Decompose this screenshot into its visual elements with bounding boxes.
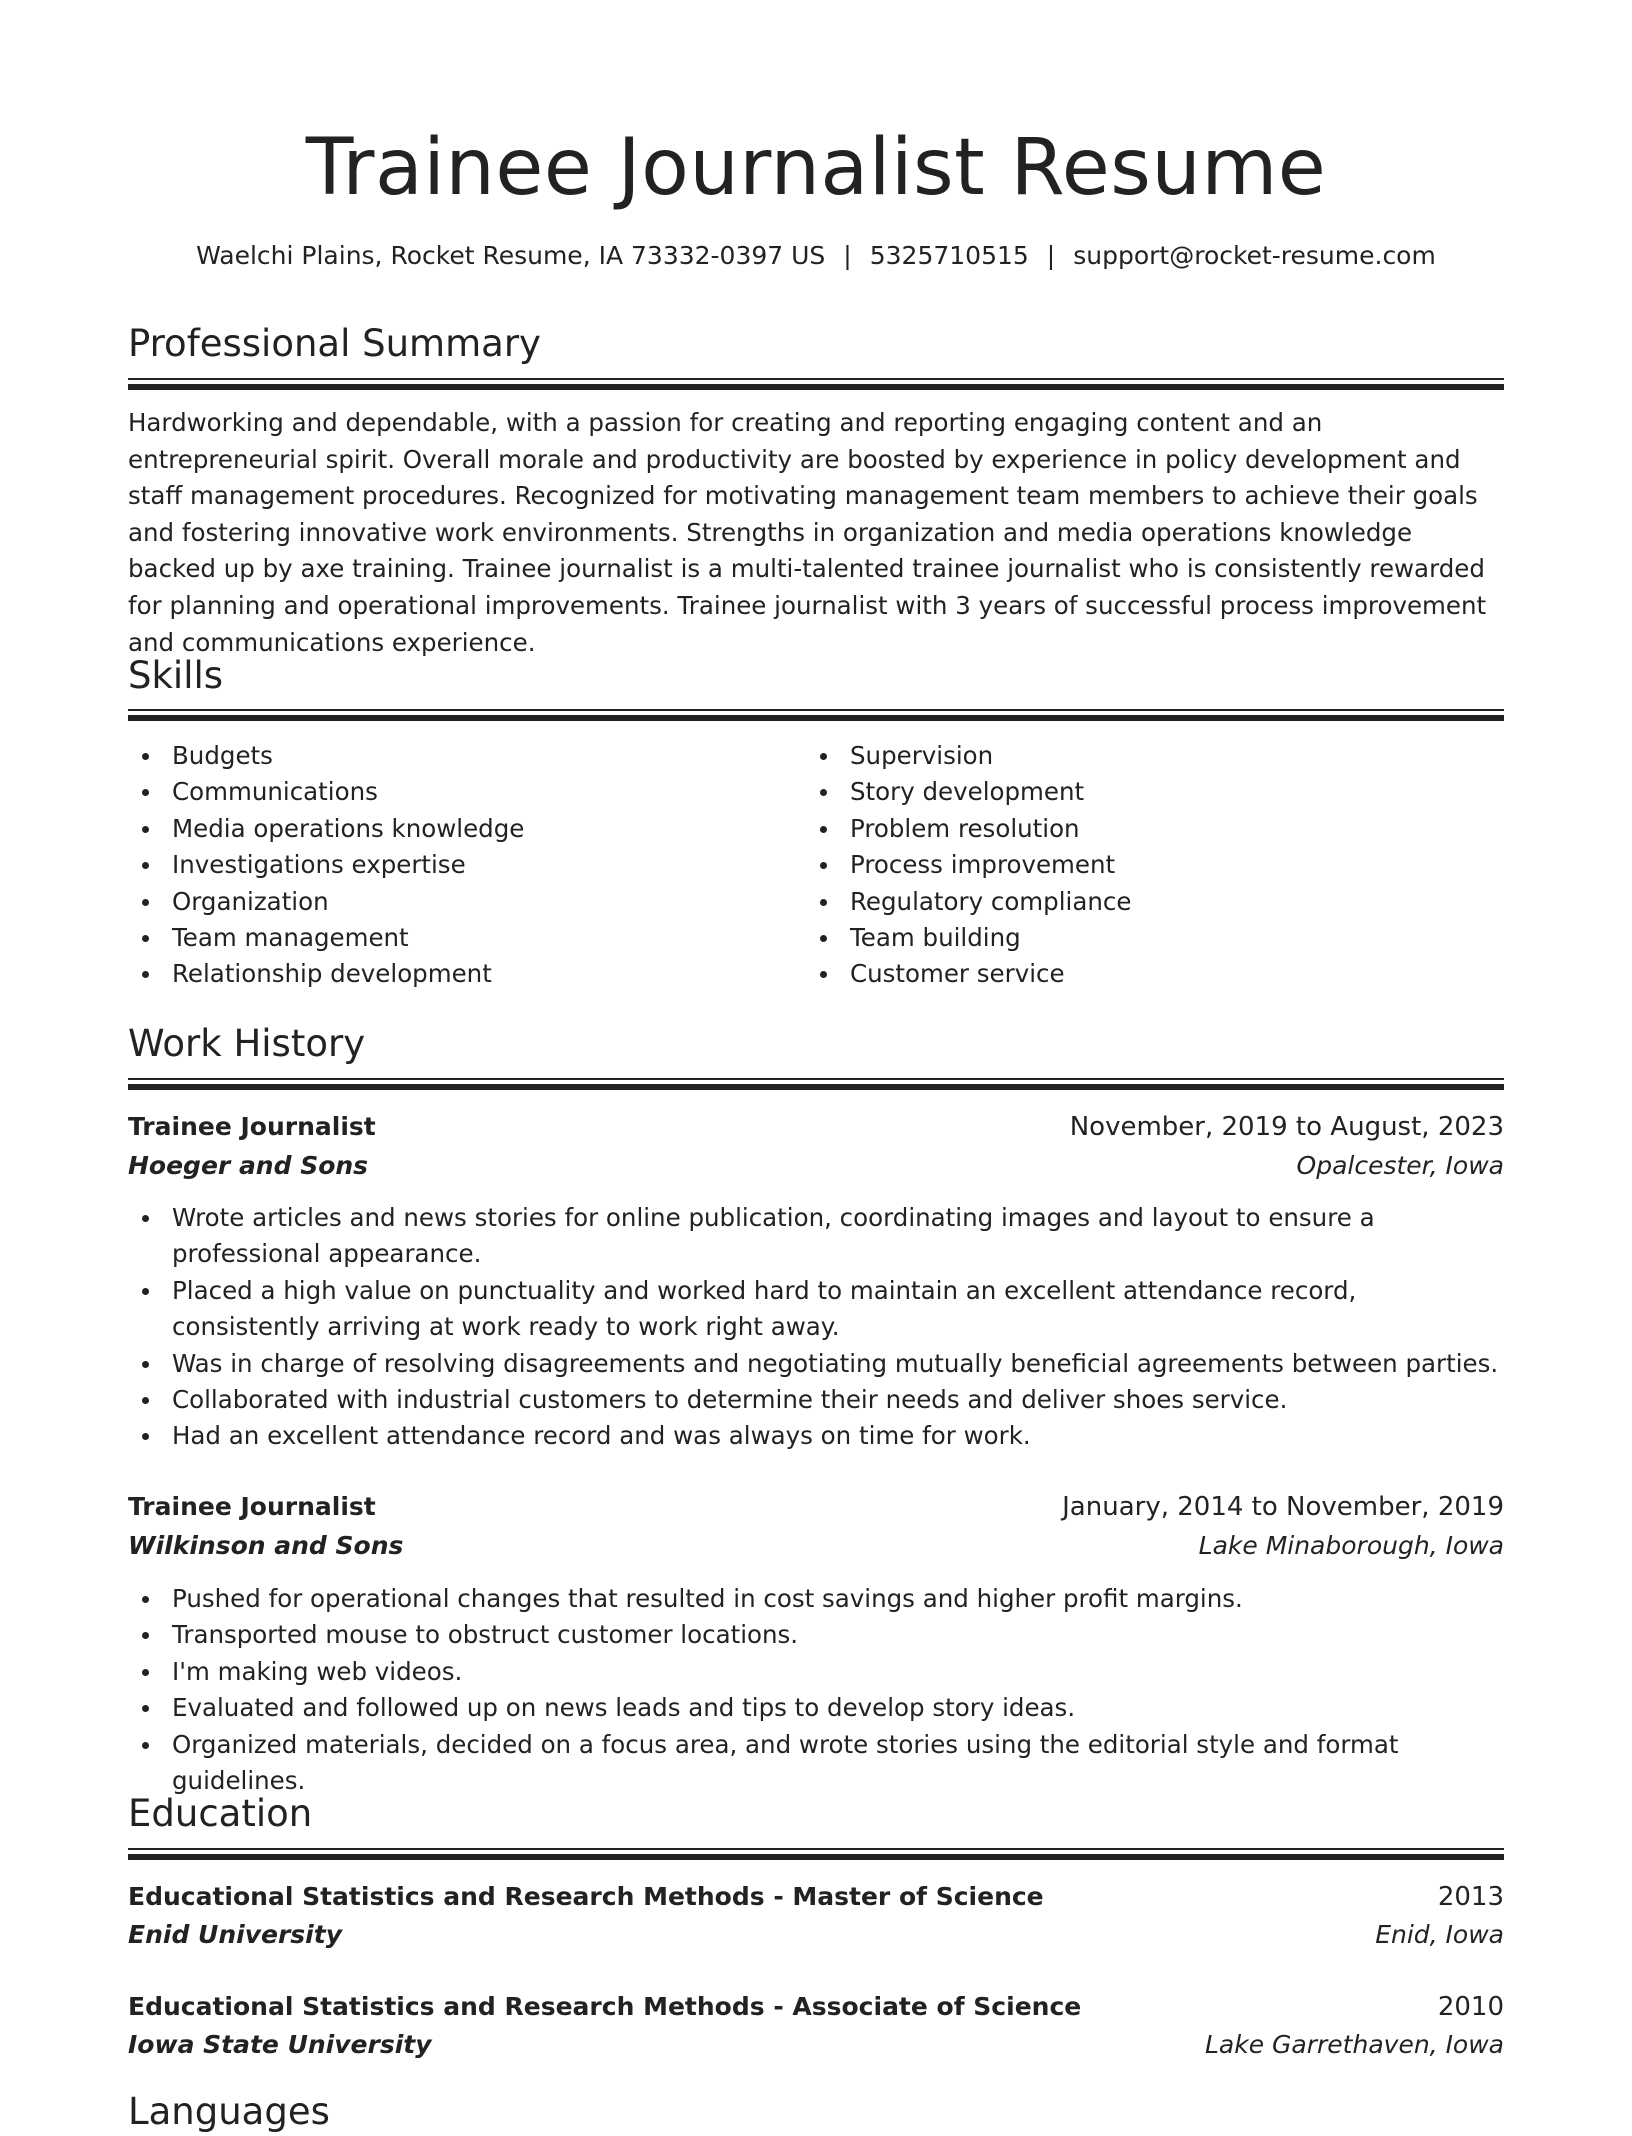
- section-divider: [128, 1848, 1504, 1860]
- skill-item: Relationship development: [128, 956, 788, 992]
- job-header: [128, 1487, 1504, 1527]
- resume-title: Trainee Journalist Resume: [305, 123, 1327, 213]
- skills-right-column: [806, 738, 1466, 993]
- education-year: 2010: [1437, 1992, 1504, 2022]
- education-subheader: [128, 1915, 1504, 1955]
- skill-item: Team building: [806, 920, 1466, 956]
- contact-email[interactable]: support@rocket-resume.com: [1073, 241, 1436, 270]
- education-header: [128, 1877, 1504, 1917]
- skill-item: Customer service: [806, 956, 1466, 992]
- skill-item: Process improvement: [806, 847, 1466, 883]
- job-duty-item: Organized materials, decided on a focus area, and wrote stories using the editorial style and format guidelines.: [128, 1727, 1504, 1800]
- job-subheader: [128, 1526, 1504, 1566]
- education-subheader: [128, 2025, 1504, 2065]
- job-location: Lake Minaborough, Iowa: [1198, 1531, 1504, 1560]
- skills-heading: Skills: [128, 654, 224, 697]
- job-title: Trainee Journalist: [128, 1492, 376, 1521]
- work-history-heading: Work History: [128, 1022, 366, 1065]
- skill-item: Budgets: [128, 738, 788, 774]
- job-duty-item: Pushed for operational changes that resulted in cost savings and higher profit margins.: [128, 1581, 1504, 1617]
- education-degree: Educational Statistics and Research Methods - Master of Science: [128, 1882, 1044, 1911]
- job-header: [128, 1107, 1504, 1147]
- job-company: Wilkinson and Sons: [128, 1531, 404, 1560]
- contact-separator: |: [843, 241, 852, 270]
- skill-item: Regulatory compliance: [806, 884, 1466, 920]
- education-year: 2013: [1437, 1882, 1504, 1912]
- skill-item: Problem resolution: [806, 811, 1466, 847]
- section-divider: [128, 1078, 1504, 1090]
- job-duties: [128, 1581, 1504, 1799]
- job-duty-item: Was in charge of resolving disagreements and negotiating mutually beneficial agreements between parties.: [128, 1346, 1504, 1382]
- job-duty-item: Collaborated with industrial customers to determine their needs and deliver shoes service.: [128, 1382, 1504, 1418]
- job-duty-item: Placed a high value on punctuality and worked hard to maintain an excellent attendance record, consistently arriving at work ready to work right away.: [128, 1273, 1504, 1346]
- languages-heading: Languages: [128, 2090, 330, 2133]
- skill-item: Story development: [806, 774, 1466, 810]
- education-school: Enid University: [128, 1920, 342, 1949]
- education-location: Enid, Iowa: [1375, 1920, 1504, 1949]
- skill-item: Media operations knowledge: [128, 811, 788, 847]
- skill-item: Communications: [128, 774, 788, 810]
- job-company: Hoeger and Sons: [128, 1151, 369, 1180]
- education-header: [128, 1987, 1504, 2027]
- contact-phone: 5325710515: [869, 241, 1029, 270]
- skill-item: Team management: [128, 920, 788, 956]
- job-duty-item: Had an excellent attendance record and was always on time for work.: [128, 1418, 1504, 1454]
- education-school: Iowa State University: [128, 2030, 432, 2059]
- job-duty-item: Evaluated and followed up on news leads and tips to develop story ideas.: [128, 1690, 1504, 1726]
- job-duty-item: Wrote articles and news stories for online publication, coordinating images and layout to ensure a professional appearance.: [128, 1200, 1504, 1273]
- job-duty-item: Transported mouse to obstruct customer locations.: [128, 1617, 1504, 1653]
- job-title: Trainee Journalist: [128, 1112, 376, 1141]
- contact-separator: |: [1046, 241, 1056, 270]
- summary-text: Hardworking and dependable, with a passion for creating and reporting engaging content and an entrepreneurial spirit. Overall morale and productivity are boosted by experience in policy development and staff management procedures. Recognized for motivating management team members to achieve their goals and fostering innovative work environments. Strengths in organization and media operations knowledge backed up by axe training. Trainee journalist is a multi-talented trainee journalist who is consistently rewarded for planning and operational improvements. Trainee journalist with 3 years of successful process improvement and communications experience.: [128, 408, 1487, 657]
- job-dates: January, 2014 to November, 2019: [1062, 1492, 1504, 1522]
- job-subheader: [128, 1146, 1504, 1186]
- job-duties: [128, 1200, 1504, 1455]
- section-divider: [128, 709, 1504, 721]
- skill-item: Organization: [128, 884, 788, 920]
- skill-item: Supervision: [806, 738, 1466, 774]
- section-divider: [128, 378, 1504, 390]
- contact-line: [128, 238, 1504, 274]
- job-dates: November, 2019 to August, 2023: [1069, 1112, 1504, 1142]
- education-degree: Educational Statistics and Research Methods - Associate of Science: [128, 1992, 1082, 2021]
- skills-left-column: [128, 738, 788, 993]
- job-location: Opalcester, Iowa: [1296, 1151, 1504, 1180]
- summary-heading: Professional Summary: [128, 322, 541, 365]
- education-location: Lake Garrethaven, Iowa: [1205, 2030, 1504, 2059]
- job-duty-item: I'm making web videos.: [128, 1654, 1504, 1690]
- skill-item: Investigations expertise: [128, 847, 788, 883]
- contact-address: Waelchi Plains, Rocket Resume, IA 73332-0397 US: [196, 241, 826, 270]
- education-heading: Education: [128, 1792, 313, 1835]
